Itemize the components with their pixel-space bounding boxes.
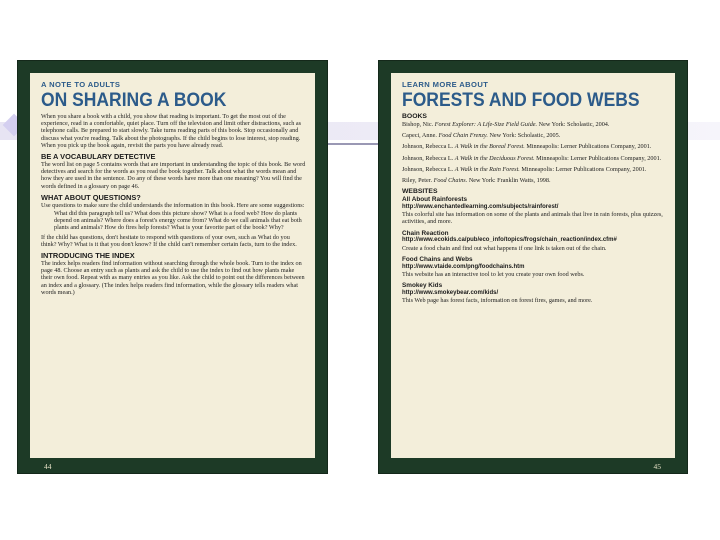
website-url[interactable]: http://www.enchantedlearning.com/subjects/rainforest/ bbox=[402, 204, 559, 211]
page-content bbox=[30, 73, 315, 458]
page-title: FORESTS AND FOOD WEBS bbox=[402, 87, 640, 111]
section-paragraph: Use questions to make sure the child understands the information in this book. Here are some suggestions: bbox=[41, 201, 305, 209]
section-heading: INTRODUCING THE INDEX bbox=[41, 251, 135, 261]
book-title: A Walk in the Rain Forest. bbox=[454, 165, 520, 173]
book-publisher: Minneapolis: Lerner Publications Company, 2001. bbox=[534, 154, 662, 162]
book-author: Bishop, Nic. bbox=[402, 121, 435, 128]
website-title: Food Chains and Webs bbox=[402, 255, 473, 263]
website-entry bbox=[402, 256, 666, 278]
website-title: Smokey Kids bbox=[402, 282, 443, 290]
book-publisher: New York: Scholastic, 2005. bbox=[487, 132, 561, 140]
book-author: Johnson, Rebecca L. bbox=[402, 143, 455, 151]
section-heading: BE A VOCABULARY DETECTIVE bbox=[41, 152, 156, 162]
website-url[interactable]: http://www.ecokids.ca/pub/eco_info/topics/frogs/chain_reaction/index.cfm# bbox=[402, 237, 617, 244]
book-entry bbox=[402, 177, 666, 184]
section-paragraph: The word list on page 5 contains words that are important in understanding the topic of this book. Be word detectives and search for the words as you read the book together. Talk about what the words mean and how they are used in the sentence. Do any of these words have more than one meaning? You will find the words defined in a glossary on page 46. bbox=[41, 161, 306, 190]
website-entry bbox=[402, 196, 666, 225]
section-heading: WHAT ABOUT QUESTIONS? bbox=[41, 192, 141, 202]
book-author: Capeci, Anne. bbox=[402, 132, 439, 140]
books-heading: BOOKS bbox=[402, 113, 427, 120]
book-entry bbox=[402, 155, 666, 162]
page-content bbox=[391, 73, 675, 458]
page-pretitle: A NOTE TO ADULTS bbox=[41, 80, 121, 89]
book-page-left bbox=[17, 60, 328, 474]
book-title: Food Chain Frenzy. bbox=[438, 132, 488, 140]
book-title: A Walk in the Boreal Forest. bbox=[454, 143, 525, 151]
website-title: All About Rainforests bbox=[402, 196, 468, 204]
books-list bbox=[402, 121, 666, 184]
intro-paragraph: When you share a book with a child, you show that reading is important. To get the most out of the experience, read in a comfortable, quiet place. Turn off the television and limit other distractions, such as telephone calls. Be prepared to start slowly. Take turns reading parts of this book. Stop occasionally and discuss what you're reading. Talk about the photographs. If the child begins to lose interest, stop reading. When you pick up the book again, revisit the parts you have already read. bbox=[41, 113, 302, 149]
website-description: This colorful site has information on some of the plants and animals that live in rain forests, plus quizzes, activities, and more. bbox=[402, 211, 663, 226]
book-publisher: Minneapolis: Lerner Publications Company, 2001. bbox=[519, 165, 647, 173]
book-page-right bbox=[378, 60, 688, 474]
page-pretitle: LEARN MORE ABOUT bbox=[402, 80, 489, 89]
book-title: Food Chains. bbox=[433, 177, 468, 185]
websites-heading: WEBSITES bbox=[402, 188, 438, 196]
website-description: This website has an interactive tool to let you create your own food webs. bbox=[402, 270, 585, 278]
book-title: A Walk in the Deciduous Forest. bbox=[454, 154, 535, 162]
book-author: Johnson, Rebecca L. bbox=[402, 165, 455, 173]
question-list: What did this paragraph tell us? What does this picture show? What is a food web? How do plants depend on animals? Where does a forest's energy come from? What do we call animals that eat both plants and animals? How do fires help forests? What is your favorite part of the book? Why? bbox=[54, 210, 302, 232]
book-author: Riley, Peter. bbox=[402, 177, 434, 185]
page-number: 44 bbox=[44, 462, 52, 471]
book-entry bbox=[402, 166, 666, 173]
section-paragraph: The index helps readers find information without searching through the whole book. Turn to the index on page 48. Choose an entry such as plants and ask the child to use the index to find out how plants make their own food. Repeat with as many entries as you like. Ask the child to point out the differences between an index and a glossary. (The index helps readers find information, while the glossary tells readers what words mean.) bbox=[41, 260, 305, 296]
book-title: Forest Explorer: A Life-Size Field Guide. bbox=[434, 121, 538, 128]
page-title: ON SHARING A BOOK bbox=[41, 87, 227, 111]
website-entry bbox=[402, 230, 666, 252]
website-description: Create a food chain and find out what happens if one link is taken out of the chain. bbox=[402, 244, 607, 252]
book-entry bbox=[402, 121, 666, 128]
website-url[interactable]: http://www.smokeybear.com/kids/ bbox=[402, 289, 499, 296]
website-title: Chain Reaction bbox=[402, 229, 449, 237]
page-number: 45 bbox=[653, 462, 661, 471]
website-entry bbox=[402, 282, 666, 304]
book-publisher: Minneapolis: Lerner Publications Company, 2001. bbox=[524, 143, 652, 151]
website-description: This Web page has forest facts, information on forest fires, games, and more. bbox=[402, 297, 593, 305]
book-publisher: New York: Franklin Watts, 1998. bbox=[467, 177, 551, 185]
book-entry bbox=[402, 132, 666, 139]
section-paragraph: If the child has questions, don't hesitate to respond with questions of your own, such as What do you think? Why? What is it that you don't know? If the child can't remember certain facts, turn to the index. bbox=[41, 233, 297, 248]
book-entry bbox=[402, 143, 666, 150]
website-url[interactable]: http://www.vtaide.com/png/foodchains.htm bbox=[402, 263, 525, 270]
websites-list bbox=[402, 196, 666, 304]
book-publisher: New York: Scholastic, 2004. bbox=[537, 121, 610, 128]
book-author: Johnson, Rebecca L. bbox=[402, 154, 455, 162]
